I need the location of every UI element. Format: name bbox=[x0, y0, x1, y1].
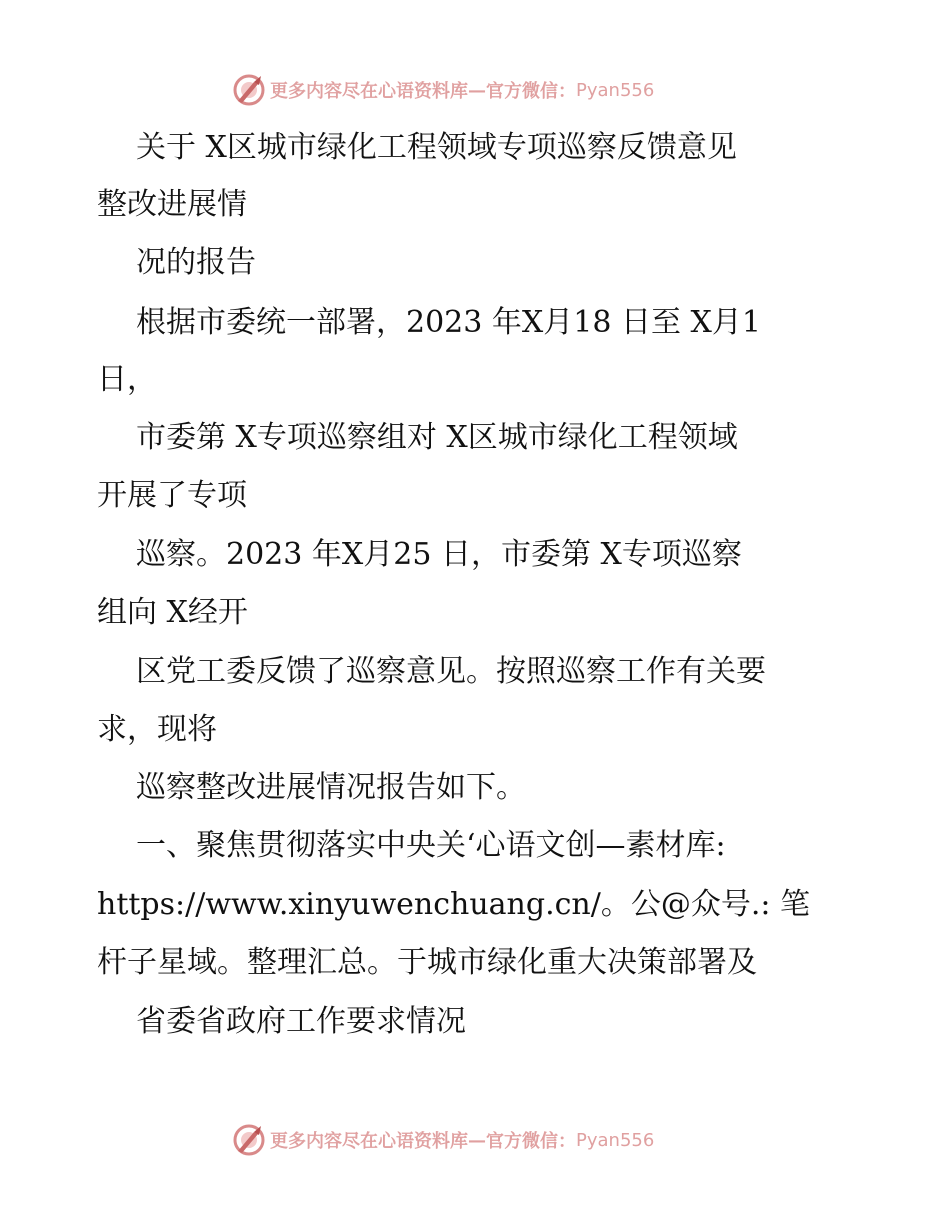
paragraph-line: 巡察。2023 年X月25 日，市委第 X专项巡察 bbox=[136, 537, 742, 572]
watermark-brand: 更多内容尽在心语资料库 bbox=[270, 1131, 468, 1152]
watermark-brand: 更多内容尽在心语资料库 bbox=[270, 81, 468, 102]
paragraph-line: 巡察整改进展情况报告如下。 bbox=[136, 770, 526, 805]
footer-watermark bbox=[232, 1120, 654, 1160]
section-heading-line: 一、聚焦贯彻落实中央关‘心语文创—素材库: bbox=[136, 828, 726, 863]
watermark-wechat-label: 官方微信： bbox=[486, 81, 576, 102]
paragraph-line: 日， bbox=[97, 362, 157, 397]
watermark-wechat-id: Pyan556 bbox=[576, 1129, 655, 1151]
paragraph-line: 开展了专项 bbox=[97, 478, 247, 513]
title-line-3: 况的报告 bbox=[136, 245, 256, 280]
title-line-2: 整改进展情 bbox=[97, 187, 247, 222]
watermark-wechat-id: Pyan556 bbox=[576, 79, 655, 101]
url-line: https://www.xinyuwenchuang.cn/。公@众号.: 笔 bbox=[97, 887, 811, 922]
watermark-wechat-label: 官方微信： bbox=[486, 1131, 576, 1152]
paragraph-line: 区党工委反馈了巡察意见。按照巡察工作有关要 bbox=[136, 654, 766, 689]
watermark-dash: — bbox=[468, 1129, 486, 1151]
paragraph-line: 组向 X经开 bbox=[97, 595, 248, 630]
paragraph-line: 市委第 X专项巡察组对 X区城市绿化工程领域 bbox=[136, 420, 738, 455]
paragraph-line: 杆子星域。整理汇总。于城市绿化重大决策部署及 bbox=[97, 945, 757, 980]
paragraph-line: 根据市委统一部署，2023 年X月18 日至 X月1 bbox=[136, 305, 761, 340]
title-line-1: 关于 X区城市绿化工程领域专项巡察反馈意见 bbox=[136, 130, 737, 165]
quill-ink-logo-icon bbox=[232, 1123, 266, 1157]
watermark-dash: — bbox=[468, 79, 486, 101]
paragraph-line: 求，现将 bbox=[97, 712, 217, 747]
quill-ink-logo-icon bbox=[232, 73, 266, 107]
paragraph-line: 省委省政府工作要求情况 bbox=[136, 1004, 466, 1039]
header-watermark bbox=[232, 70, 654, 110]
